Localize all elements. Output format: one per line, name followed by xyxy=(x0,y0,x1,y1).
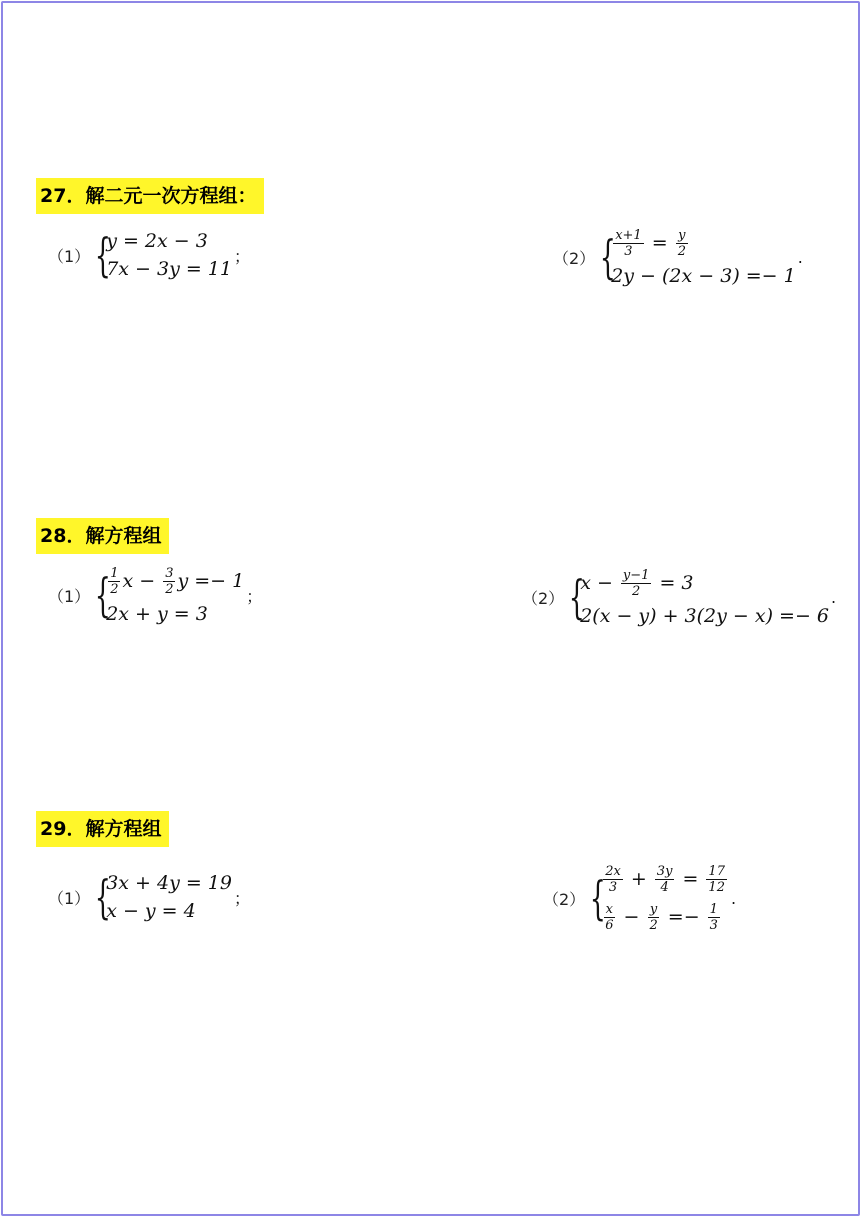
end-punctuation: ； xyxy=(246,586,263,606)
fraction xyxy=(163,566,175,597)
equation-segment: = 3 xyxy=(653,572,694,594)
equation-system xyxy=(106,562,244,628)
numerator: y xyxy=(678,227,686,243)
fraction xyxy=(706,864,727,895)
problem-29-heading: 29．解方程组 xyxy=(36,811,169,847)
equation-1 xyxy=(611,224,796,262)
equation-system xyxy=(601,860,729,936)
denominator: 6 xyxy=(605,917,614,933)
left-brace: { xyxy=(589,871,606,925)
part-label: （1） xyxy=(48,586,91,606)
denominator: 4 xyxy=(660,879,669,895)
denominator: 12 xyxy=(708,879,725,895)
end-punctuation: ； xyxy=(234,888,251,908)
problem-28-part-2 xyxy=(522,557,836,637)
equation-system xyxy=(611,224,796,290)
equation-system xyxy=(106,227,232,283)
numerator: 1 xyxy=(110,565,119,581)
equation-segment: + xyxy=(624,868,653,890)
part-label: （2） xyxy=(522,588,565,608)
equation-2: 7x − 3y = 11 xyxy=(106,258,232,280)
equation-1 xyxy=(580,564,829,602)
denominator: 3 xyxy=(709,917,718,933)
equation-2: x − y = 4 xyxy=(106,900,196,922)
part-label: （1） xyxy=(48,888,91,908)
part-label: （2） xyxy=(553,248,596,268)
fraction xyxy=(676,228,688,259)
left-brace: { xyxy=(94,870,111,924)
denominator: 2 xyxy=(649,917,658,933)
equation-segment: − xyxy=(617,906,646,928)
problem-27-part-1 xyxy=(48,215,250,295)
numerator: x+1 xyxy=(615,227,642,243)
left-brace: { xyxy=(568,570,585,624)
fraction xyxy=(613,228,644,259)
equation-1: y = 2x − 3 xyxy=(106,230,208,252)
end-punctuation: . xyxy=(797,247,803,267)
part-label: （2） xyxy=(543,889,586,909)
fraction xyxy=(655,864,675,895)
denominator: 3 xyxy=(608,879,618,895)
equation-system xyxy=(106,869,232,925)
equation-segment: =− xyxy=(661,906,706,928)
equation-system xyxy=(580,564,829,630)
denominator: 2 xyxy=(110,581,119,597)
fraction xyxy=(621,568,652,599)
end-punctuation: . xyxy=(831,587,837,607)
equation-2: 2x + y = 3 xyxy=(106,603,208,625)
equation-2: 2(x − y) + 3(2y − x) =− 6 xyxy=(580,605,830,627)
problem-29-part-2 xyxy=(543,858,736,938)
left-brace: { xyxy=(94,228,111,282)
numerator: x xyxy=(605,901,613,917)
denominator: 2 xyxy=(632,583,641,599)
end-punctuation: ； xyxy=(234,246,251,266)
numerator: 17 xyxy=(708,863,725,879)
numerator: y−1 xyxy=(622,567,650,583)
numerator: 1 xyxy=(709,901,718,917)
denominator: 2 xyxy=(165,581,174,597)
equation-1 xyxy=(106,562,244,600)
end-punctuation: . xyxy=(730,888,737,908)
numerator: 2x xyxy=(605,863,621,879)
problem-28-heading: 28．解方程组 xyxy=(36,518,169,554)
problem-29-part-1 xyxy=(48,857,250,937)
part-label: （1） xyxy=(48,246,91,266)
problem-27-part-2 xyxy=(553,217,803,297)
denominator: 2 xyxy=(677,243,686,259)
denominator: 3 xyxy=(624,243,633,259)
left-brace: { xyxy=(94,568,111,622)
numerator: 3 xyxy=(165,565,174,581)
numerator: 3y xyxy=(656,863,673,879)
problem-28-part-1 xyxy=(48,555,262,635)
problem-27-heading: 27．解二元一次方程组： xyxy=(36,178,264,214)
equation-1 xyxy=(601,860,729,898)
fraction xyxy=(647,902,659,933)
equation-segment: x − xyxy=(122,570,162,592)
numerator: y xyxy=(649,901,658,917)
left-brace: { xyxy=(599,230,616,284)
equation-2: 2y − (2x − 3) =− 1 xyxy=(611,265,796,287)
equation-1: 3x + 4y = 19 xyxy=(106,872,232,894)
equation-segment: x − xyxy=(580,572,619,594)
fraction xyxy=(708,902,720,933)
equals-sign: = xyxy=(645,232,674,254)
equation-2 xyxy=(601,898,729,936)
equation-segment: = xyxy=(676,868,705,890)
fraction xyxy=(603,864,623,895)
equation-segment: y =− 1 xyxy=(177,570,245,592)
